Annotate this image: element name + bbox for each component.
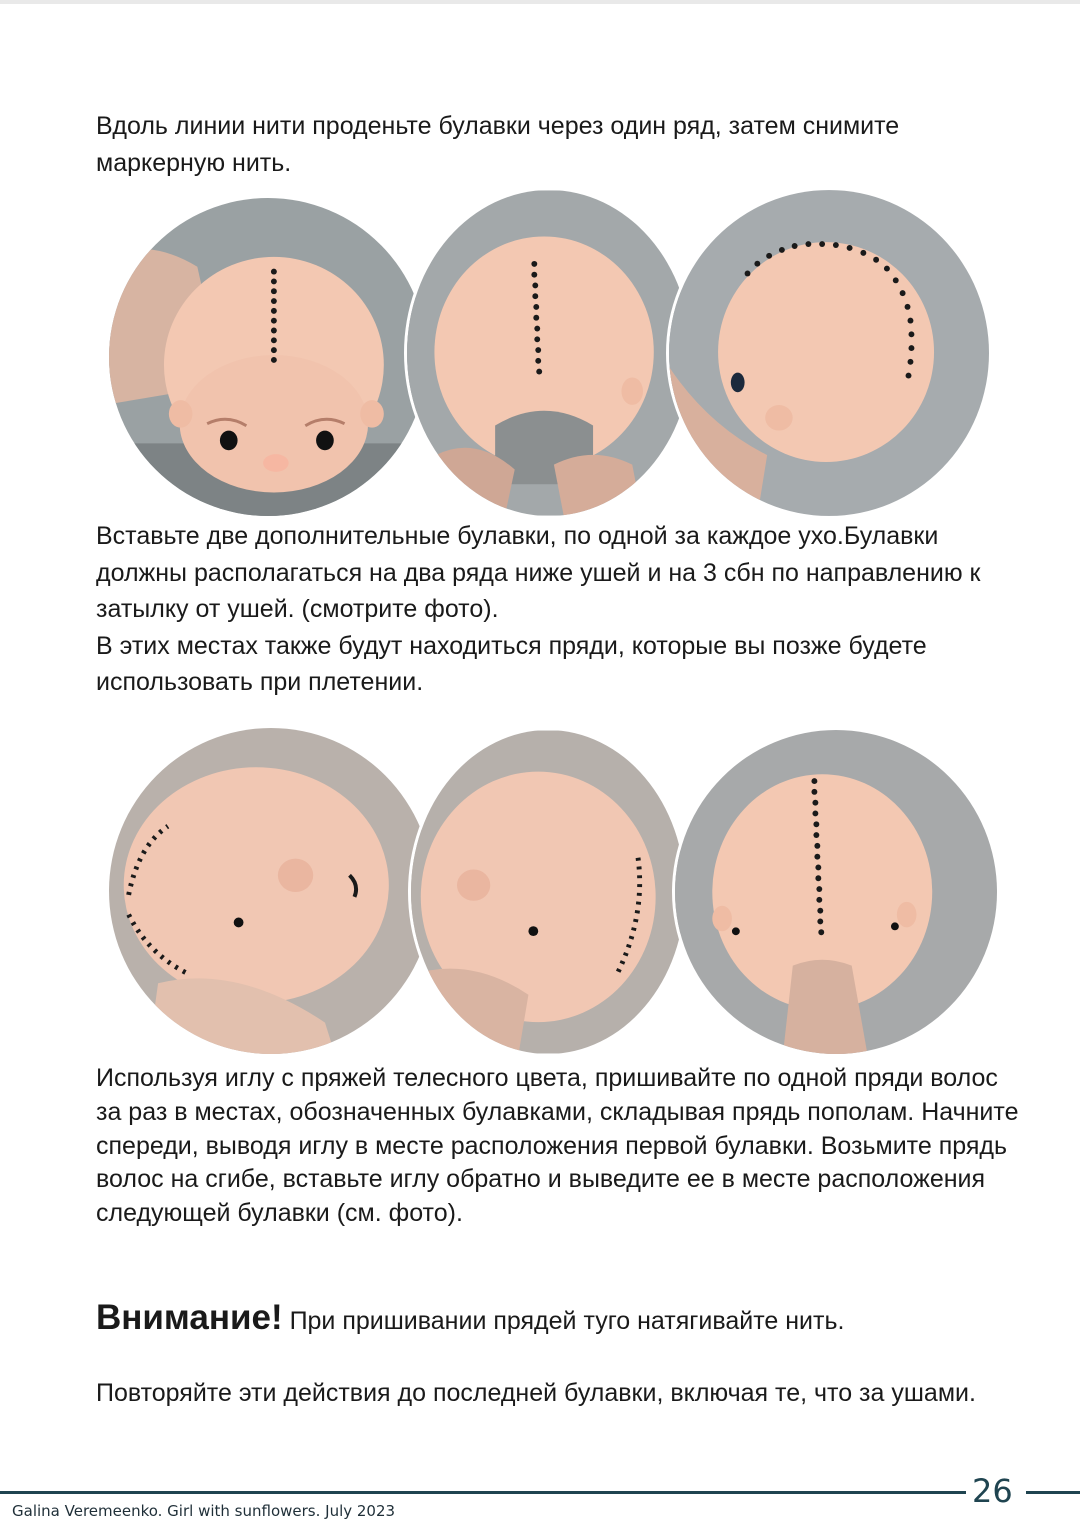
footer-rule-left [0,1491,966,1494]
instruction-extra-pins-text: Вставьте две дополнительные булавки, по одной за каждое ухо.Булавки должны располагаться на два ряда ниже ушей и на 3 сбн по направлению к затылку от ушей. (смотрите фото). [96,522,981,623]
photo-head-front-image [109,198,427,516]
photo-ear-pin-angle [408,727,688,1057]
photo-ear-pin-angle-image [411,730,685,1054]
photo-head-side [666,187,992,519]
photo-row-bottom [0,725,1080,1065]
photo-head-side-image [669,190,989,516]
instruction-sewing: Используя иглу с пряжей телесного цвета, пришивайте по одной пряди волос за раз в местах, обозначенных булавками, складывая прядь пополам. Начните спереди, выводя иглу в месте расположения первой булавки. Возьмите прядь волос на сгибе, вставьте иглу обратно и выведите ее в месте расположения следующей булавки (см. фото). [96,1064,1019,1228]
photo-back-pin-line [672,727,1000,1057]
warning-paragraph [96,1300,1026,1340]
warning-title: Внимание! [96,1298,283,1337]
photo-head-front [106,195,430,519]
photo-ear-pin-side [106,725,436,1057]
instruction-pins-line: Вдоль линии нити проденьте булавки через один ряд, затем снимите маркерную нить. [96,112,900,177]
photo-head-top-image [407,190,691,516]
instruction-extra-pins [96,518,1026,701]
page-number: 26 [972,1472,1013,1510]
instruction-extra-pins-note: В этих местах также будут находиться пряди, которые вы позже будете использовать при плетении. [96,631,927,696]
warning-text: При пришивании прядей туго натягивайте нить. [289,1307,845,1335]
footer-credit: Galina Veremeenko. Girl with sunflowers. July 2023 [12,1502,396,1520]
photo-ear-pin-side-image [109,728,433,1054]
photo-row-top [0,183,1080,523]
top-border [0,0,1080,4]
photo-back-pin-line-image [675,730,997,1054]
instruction-repeat: Повторяйте эти действия до последней булавки, включая те, что за ушами. [96,1379,976,1407]
footer-rule-right [1026,1491,1080,1494]
photo-head-top [404,187,694,519]
